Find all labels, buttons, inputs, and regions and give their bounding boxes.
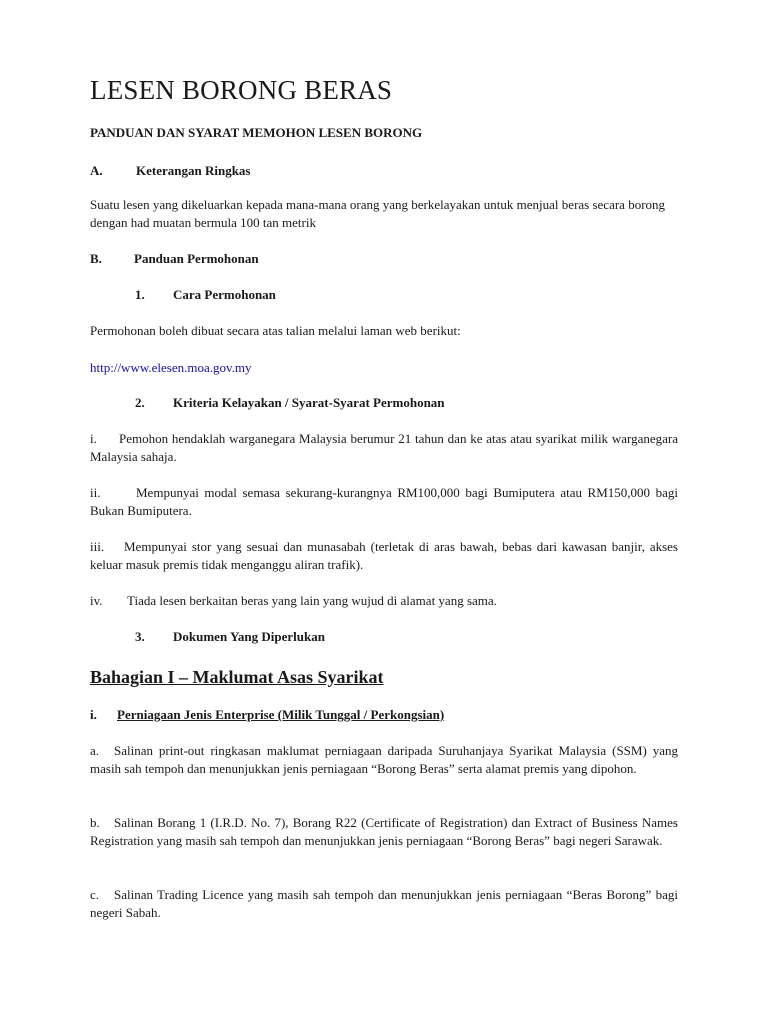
document-item-number: b. bbox=[90, 815, 100, 830]
criteria-item bbox=[90, 484, 678, 520]
section-a-number: A. bbox=[90, 163, 103, 178]
criteria-item bbox=[90, 538, 678, 574]
subsection-2-title: Kriteria Kelayakan / Syarat-Syarat Permohonan bbox=[173, 395, 445, 410]
subsection-1-title: Cara Permohonan bbox=[173, 287, 276, 302]
application-link-line bbox=[90, 359, 678, 377]
section-a-title: Keterangan Ringkas bbox=[136, 163, 251, 178]
criteria-item-text: Mempunyai stor yang sesuai dan munasabah (terletak di aras bawah, bebas dari kawasan banjir, akses keluar masuk premis tidak menganggu aliran trafik). bbox=[90, 539, 678, 572]
criteria-item-text: Tiada lesen berkaitan beras yang lain yang wujud di alamat yang sama. bbox=[127, 593, 497, 608]
criteria-item bbox=[90, 592, 678, 610]
section-b-title: Panduan Permohonan bbox=[134, 251, 259, 266]
subsection-2-number: 2. bbox=[135, 395, 145, 410]
criteria-item-text: Mempunyai modal semasa sekurang-kurangnya RM100,000 bagi Bumiputera atau RM150,000 bagi Bukan Bumiputera. bbox=[90, 485, 678, 518]
document-subtitle: PANDUAN DAN SYARAT MEMOHON LESEN BORONG bbox=[90, 125, 423, 140]
subsection-2-heading bbox=[135, 394, 675, 412]
document-item bbox=[90, 742, 678, 778]
document-item bbox=[90, 814, 678, 850]
criteria-item-number: i. bbox=[90, 431, 97, 446]
part-1-heading: Bahagian I – Maklumat Asas Syarikat bbox=[90, 667, 384, 687]
subsection-3-title: Dokumen Yang Diperlukan bbox=[173, 629, 325, 644]
document-item-number: c. bbox=[90, 887, 100, 902]
criteria-item-number: iii. bbox=[90, 539, 105, 554]
subsection-3-number: 3. bbox=[135, 629, 145, 644]
subsection-1-number: 1. bbox=[135, 287, 145, 302]
document-item-text: Salinan Trading Licence yang masih sah tempoh dan menunjukkan jenis perniagaan “Beras Borong” bagi negeri Sabah. bbox=[90, 887, 678, 920]
subsection-1-heading bbox=[135, 286, 675, 304]
criteria-item bbox=[90, 430, 678, 466]
document-item-text: Salinan print-out ringkasan maklumat perniagaan daripada Suruhanjaya Syarikat Malaysia (SSM) yang masih sah tempoh dan menunjukkan jenis perniagaan “Borong Beras” serta alamat premis yang dipohon. bbox=[90, 743, 678, 776]
criteria-item-text: Pemohon hendaklah warganegara Malaysia berumur 21 tahun dan ke atas atau syarikat milik warganegara Malaysia sahaja. bbox=[90, 431, 678, 464]
part-1-subheading-title: Perniagaan Jenis Enterprise (Milik Tunggal / Perkongsian) bbox=[117, 707, 445, 722]
criteria-item-number: ii. bbox=[90, 485, 101, 500]
part-1-subheading-number: i. bbox=[90, 707, 97, 722]
criteria-item-number: iv. bbox=[90, 593, 103, 608]
subsection-3-heading bbox=[135, 628, 675, 646]
document-item-text: Salinan Borang 1 (I.R.D. No. 7), Borang R22 (Certificate of Registration) dan Extract of Business Names Registration yang masih sah tempoh dan menunjukkan jenis perniagaan “Borong Beras” bagi negeri Sarawak. bbox=[90, 815, 678, 848]
part-1-subheading bbox=[90, 706, 678, 724]
application-link[interactable]: http://www.elesen.moa.gov.my bbox=[90, 360, 252, 375]
document-item-number: a. bbox=[90, 743, 100, 758]
document-item bbox=[90, 886, 678, 922]
description-paragraph: Suatu lesen yang dikeluarkan kepada mana-mana orang yang berkelayakan untuk menjual beras secara borong dengan had muatan bermula 100 tan metrik bbox=[90, 197, 666, 230]
document-title: LESEN BORONG BERAS bbox=[90, 75, 393, 105]
application-text: Permohonan boleh dibuat secara atas talian melalui laman web berikut: bbox=[90, 323, 461, 338]
section-b-heading bbox=[90, 250, 678, 268]
section-a-heading bbox=[90, 162, 678, 180]
section-b-number: B. bbox=[90, 251, 102, 266]
